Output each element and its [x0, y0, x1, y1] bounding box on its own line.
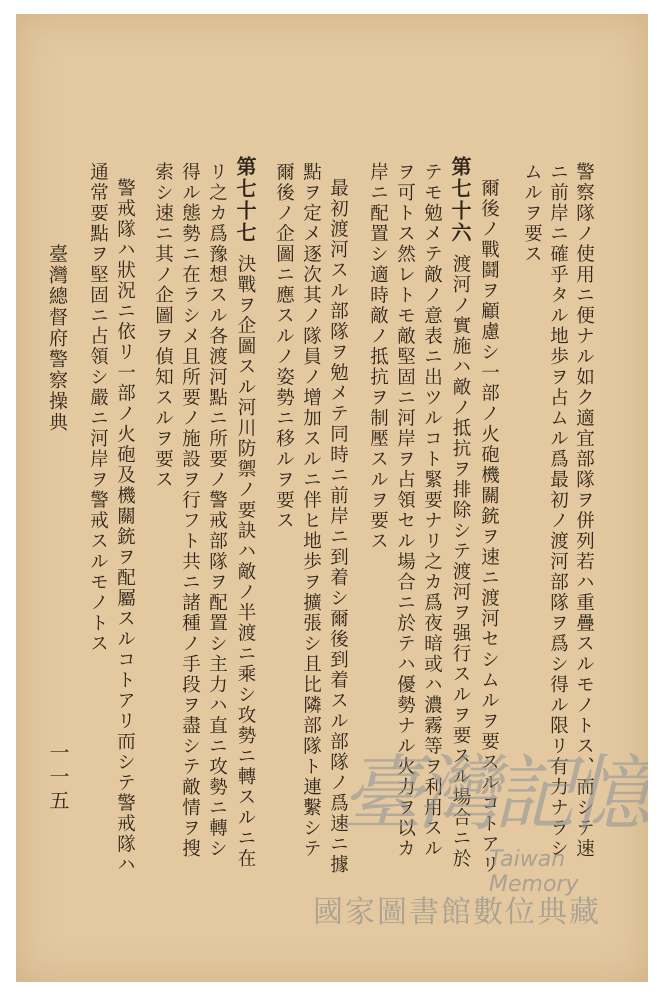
watermark [311, 729, 648, 939]
text-column-13 [207, 162, 226, 859]
text-column-5-body: 渡河ノ實施ハ敵ノ抵抗ヲ排除シテ渡河ヲ强行スルヲ要スル場合ニ於 [450, 254, 471, 869]
text-column-2-body: ニ前岸ニ確乎タル地歩ヲ占ムル爲最初ノ渡河部隊ヲ爲シ得ル限リ有力ナラシ [547, 162, 569, 859]
book-title-footer: 臺灣總督府警察操典 [46, 244, 68, 433]
text-column-3 [522, 162, 541, 265]
text-column-17 [88, 162, 107, 654]
text-column-1-body: 警察隊ノ使用ニ便ナル如ク適宜部隊ヲ併列若ハ重疊スルモノトス、而シテ速 [573, 162, 595, 859]
watermark-institution-text: 國家圖書館數位典藏 [313, 895, 601, 930]
document-page [16, 14, 648, 982]
text-column-16 [115, 178, 134, 875]
text-column-12 [235, 156, 255, 869]
text-column-14 [180, 162, 199, 859]
text-column-7-body: ヲ可トス然レトモ敵堅固ニ河岸ヲ占領セル場合ニ於テハ優勢ナル火力ヲ以カ [394, 162, 416, 859]
text-column-8 [368, 162, 387, 552]
watermark-brush-text: 臺灣記憶 [341, 747, 645, 842]
text-column-17-body: 通常要點ヲ堅固ニ占領シ嚴ニ河岸ヲ警戒スルモノトス [87, 162, 109, 654]
article-76-heading: 第七十六 [448, 156, 472, 244]
text-column-14-body: 得ル態勢ニ在ラシメ且所要ノ施設ヲ行フト共ニ諸種ノ手段ヲ盡シテ敵情ヲ搜 [179, 162, 201, 859]
text-column-10-body: 點ヲ定メ逐次其ノ隊員ノ增加スルニ伴ヒ地歩ヲ擴張シ且比隣部隊ト連繫シテ [300, 162, 322, 859]
text-column-15-body: 索シ速ニ其ノ企圖ヲ偵知スルヲ要ス [152, 162, 174, 490]
text-column-15 [153, 162, 172, 490]
text-column-8-body: 岸ニ配置シ適時敵ノ抵抗ヲ制壓スルヲ要ス [367, 162, 389, 552]
text-column-9-body: 最初渡河スル部隊ヲ勉メテ同時ニ前岸ニ到着シ爾後到着スル部隊ノ爲速ニ據 [327, 178, 349, 875]
text-column-12-body: 決戰ヲ企圖スル河川防禦ノ要訣ハ敵ノ半渡ニ乘シ攻勢ニ轉スルニ在 [235, 254, 256, 869]
text-column-3-body: ムルヲ要ス [521, 162, 543, 265]
watermark-latin-text: Taiwan Memory [489, 847, 579, 897]
text-column-13-body: リ之カ爲豫想スル各渡河點ニ所要ノ警戒部隊ヲ配置シ主力ハ直ニ攻勢ニ轉シ [206, 162, 228, 859]
text-column-11 [274, 162, 293, 531]
article-77-heading: 第七十七 [233, 156, 257, 244]
text-column-16-body: 警戒隊ハ狀況ニ依リ一部ノ火砲及機關銃ヲ配屬スルコトアリ而シテ警戒隊ハ [114, 178, 136, 875]
text-column-4-body: 爾後ノ戰鬪ヲ顧慮シ一部ノ火砲機關銃ヲ速ニ渡河セシムルヲ要スルコトアリ [478, 178, 500, 875]
text-column-11-body: 爾後ノ企圖ニ應スルノ姿勢ニ移ルヲ要ス [273, 162, 295, 531]
text-column-6-body: テモ勉メテ敵ノ意表ニ出ツルコト緊要ナリ之カ爲夜暗或ハ濃霧等ヲ利用スル [421, 162, 443, 859]
page-number: 一一五 [46, 742, 70, 814]
